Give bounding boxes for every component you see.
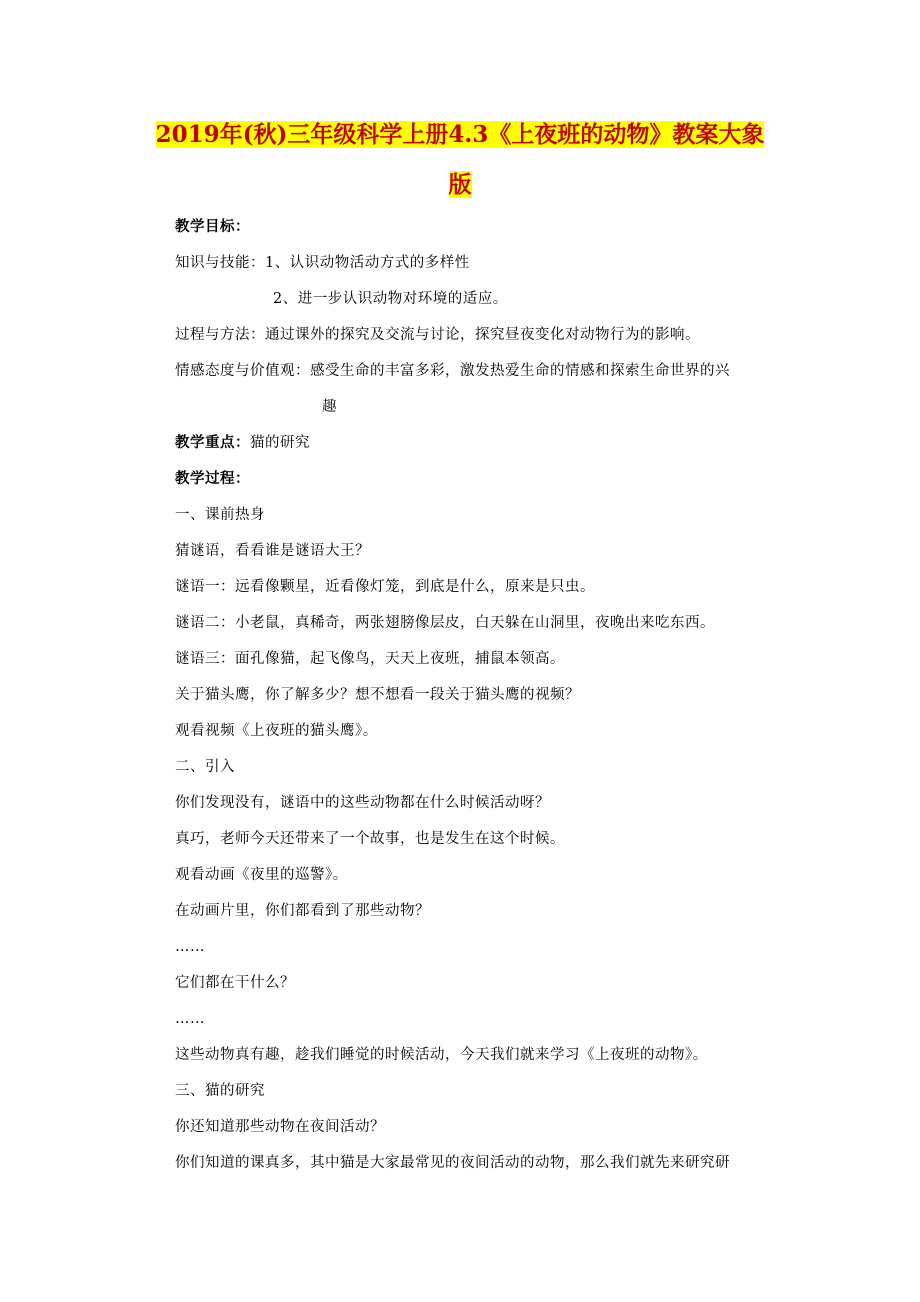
key-point-text: 猫的研究 (250, 435, 310, 451)
goal-process: 过程与方法：通过课外的探究及交流与讨论，探究昼夜变化对动物行为的影响。 (175, 327, 700, 343)
key-point (175, 433, 310, 453)
body-line: 它们都在干什么？ (175, 975, 295, 991)
goal-knowledge-2: 2、进一步认识动物对环境的适应。 (273, 291, 508, 307)
body-line: 关于猫头鹰，你了解多少？想不想看一段关于猫头鹰的视频？ (175, 687, 580, 703)
body-line: 观看视频《上夜班的猫头鹰》。 (175, 723, 378, 739)
body-line: …… (175, 939, 205, 955)
process-heading: 教学过程： (175, 470, 250, 487)
body-line: 你还知道那些动物在夜间活动？ (175, 1119, 385, 1135)
body-line: 三、猫的研究 (175, 1083, 265, 1099)
body-line: 谜语三：面孔像猫，起飞像鸟，天天上夜班，捕鼠本领高。 (175, 651, 565, 667)
body-line: 真巧，老师今天还带来了一个故事，也是发生在这个时候。 (175, 831, 565, 847)
body-line: 二、引入 (175, 759, 235, 775)
goal-knowledge-1: 知识与技能：1、认识动物活动方式的多样性 (175, 255, 470, 271)
body-line: 谜语二：小老鼠，真稀奇，两张翅膀像层皮，白天躲在山洞里，夜晚出来吃东西。 (175, 615, 715, 631)
body-line: 这些动物真有趣，趁我们睡觉的时候活动，今天我们就来学习《上夜班的动物》。 (175, 1047, 708, 1063)
document-title-line-1: 2019年(秋)三年级科学上册4.3《上夜班的动物》教案大象 (155, 121, 765, 148)
document-title-line-2: 版 (448, 171, 472, 198)
goal-emotion-2: 趣 (322, 399, 337, 415)
goals-heading: 教学目标： (175, 218, 250, 235)
body-line: 谜语一：远看像颗星，近看像灯笼，到底是什么，原来是只虫。 (175, 579, 595, 595)
body-line: 你们发现没有，谜语中的这些动物都在什么时候活动呀？ (175, 795, 550, 811)
key-point-label: 教学重点： (175, 434, 250, 451)
body-line: …… (175, 1011, 205, 1027)
goal-emotion-1: 情感态度与价值观：感受生命的丰富多彩，激发热爱生命的情感和探索生命世界的兴 (175, 363, 730, 379)
body-line: 你们知道的课真多，其中猫是大家最常见的夜间活动的动物，那么我们就先来研究研 (175, 1155, 730, 1171)
body-line: 一、课前热身 (175, 507, 265, 523)
body-line: 在动画片里，你们都看到了那些动物？ (175, 903, 430, 919)
body-line: 猜谜语，看看谁是谜语大王？ (175, 543, 370, 559)
body-line: 观看动画《夜里的巡警》。 (175, 867, 348, 883)
